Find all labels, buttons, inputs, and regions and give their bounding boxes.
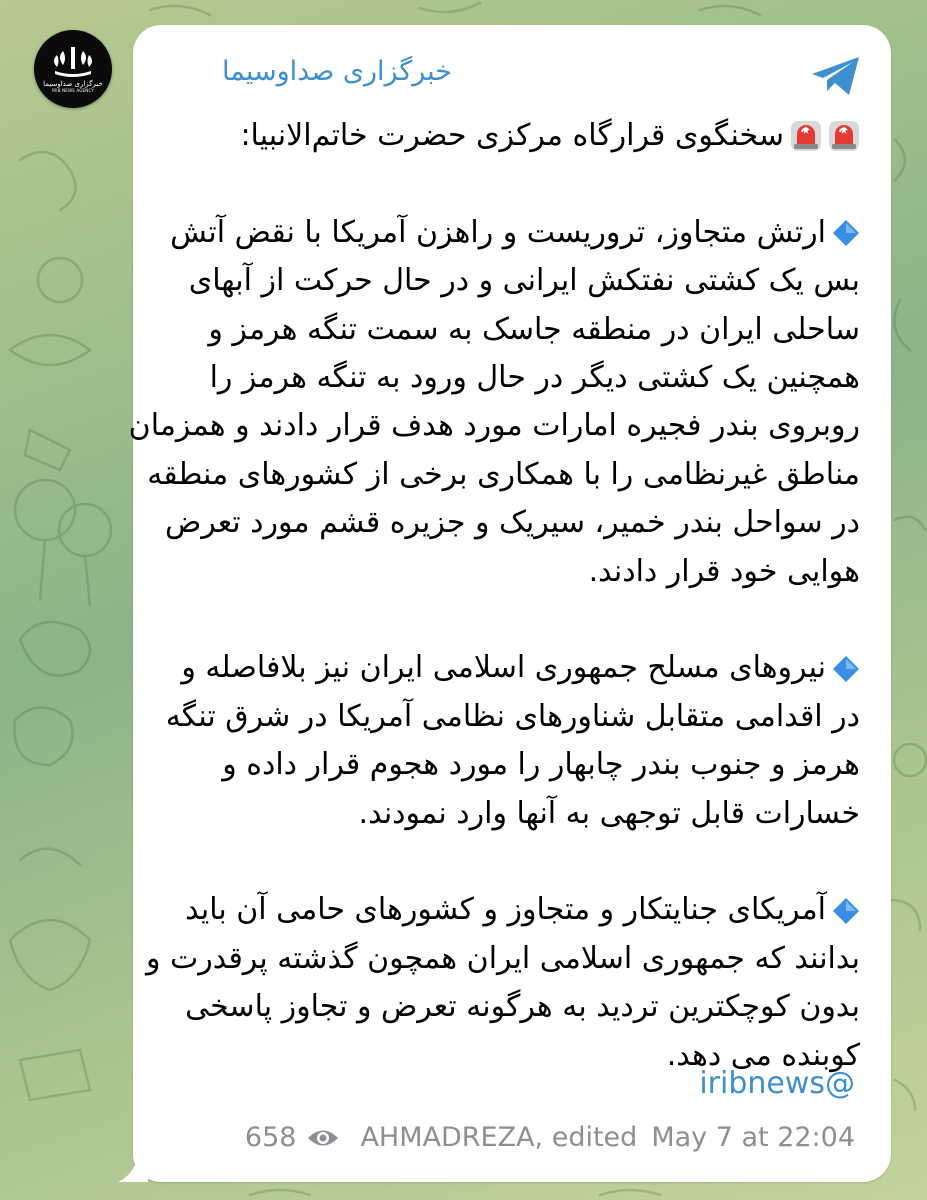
avatar-logo-text: خبرگزاری صداوسیما bbox=[43, 80, 103, 88]
paragraph-3-line: کوبنده می دهد. bbox=[666, 1037, 860, 1073]
paragraph-3-line: بدانند که جمهوری اسلامی ایران همچون گذشته پرقدرت و bbox=[145, 940, 860, 976]
avatar-logo-english: IRIB NEWS AGENCY bbox=[51, 88, 95, 93]
share-arrow-icon bbox=[809, 55, 863, 97]
paragraph-1-line: بس یک کشتی نفتکش ایرانی و در حال حرکت از آبهای bbox=[188, 263, 860, 299]
blue-diamond-emoji bbox=[832, 219, 860, 247]
paragraph-line bbox=[170, 741, 860, 789]
paragraph-line bbox=[170, 209, 860, 257]
paragraph-1-line: روبروی بندر فجیره امارات مورد هدف قرار دادند و همزمان bbox=[128, 408, 860, 444]
paragraph-1-line: مناطق غیرنظامی را با همکاری برخی از کشورهای منطقه bbox=[147, 456, 860, 492]
views-count: 658 bbox=[244, 1122, 297, 1153]
paragraph-2-line: در اقدامی متقابل شناورهای نظامی آمریکا در شرق تنگه bbox=[165, 698, 860, 734]
paragraph-1-line: ارتش متجاوز، تروریست و راهزن آمریکا با نقض آتش bbox=[170, 214, 826, 250]
paragraph-1-line: در سواحل بندر خمیر، سیریک و جزیره قشم مورد تعرض bbox=[165, 505, 860, 541]
paragraph-2-line: خسارات قابل توجهی به آنها وارد نمودند. bbox=[358, 795, 860, 831]
paragraph-3-line: بدون کوچکترین تردید به هرگونه تعرض و تجاوز پاسخی bbox=[185, 989, 860, 1025]
paragraph-line bbox=[170, 306, 860, 354]
police-light-emoji bbox=[790, 120, 822, 152]
blue-diamond-emoji bbox=[832, 655, 860, 683]
paragraph-line bbox=[170, 644, 860, 692]
paragraph-line bbox=[170, 886, 860, 934]
paragraph-1-line: همچنین یک کشتی دیگر در حال ورود به تنگه هرمز را bbox=[209, 360, 860, 396]
share-button[interactable] bbox=[807, 52, 865, 100]
paragraph-line bbox=[170, 257, 860, 305]
channel-signature-link[interactable]: iribnews@ bbox=[699, 1066, 855, 1101]
paragraph-2-line: هرمز و جنوب بندر چابهار را مورد هجوم قرار داده و bbox=[222, 747, 860, 783]
blue-diamond-emoji bbox=[832, 897, 860, 925]
message-meta bbox=[245, 1118, 855, 1158]
message-timestamp: May 7 at 22:04 bbox=[651, 1122, 855, 1153]
paragraph-3-line: آمریکای جنایتکار و متجاوز و کشورهای حامی آن باید bbox=[185, 892, 826, 928]
message-title: سخنگوی قرارگاه مرکزی حضرت خاتم‌الانبیا: bbox=[240, 118, 784, 153]
paragraph-2-line: نیروهای مسلح جمهوری اسلامی ایران نیز بلافاصله و bbox=[181, 650, 826, 686]
paragraph-line bbox=[128, 402, 860, 450]
paragraph-1-line: ساحلی ایران در منطقه جاسک به سمت تنگه هرمز و bbox=[208, 311, 860, 347]
author-edited-label: AHMADREZA, edited bbox=[360, 1122, 638, 1153]
paragraph-1-line: هوایی خود قرار دادند. bbox=[588, 553, 860, 589]
bubble-tail bbox=[118, 1148, 148, 1182]
channel-name[interactable]: خبرگزاری صداوسیما bbox=[222, 56, 452, 87]
paragraph-line bbox=[170, 354, 860, 402]
message-text bbox=[128, 112, 860, 1080]
message-title-line bbox=[170, 112, 860, 160]
paragraph-line bbox=[147, 451, 860, 499]
irib-logo-icon bbox=[49, 45, 97, 79]
police-light-emoji bbox=[828, 120, 860, 152]
paragraph-line bbox=[170, 983, 860, 1031]
paragraph-line bbox=[145, 935, 860, 983]
paragraph-line bbox=[165, 499, 860, 547]
channel-avatar[interactable] bbox=[34, 30, 112, 108]
paragraph-line bbox=[170, 790, 860, 838]
eye-icon bbox=[306, 1126, 340, 1150]
paragraph-line bbox=[170, 548, 860, 596]
paragraph-line bbox=[165, 693, 860, 741]
